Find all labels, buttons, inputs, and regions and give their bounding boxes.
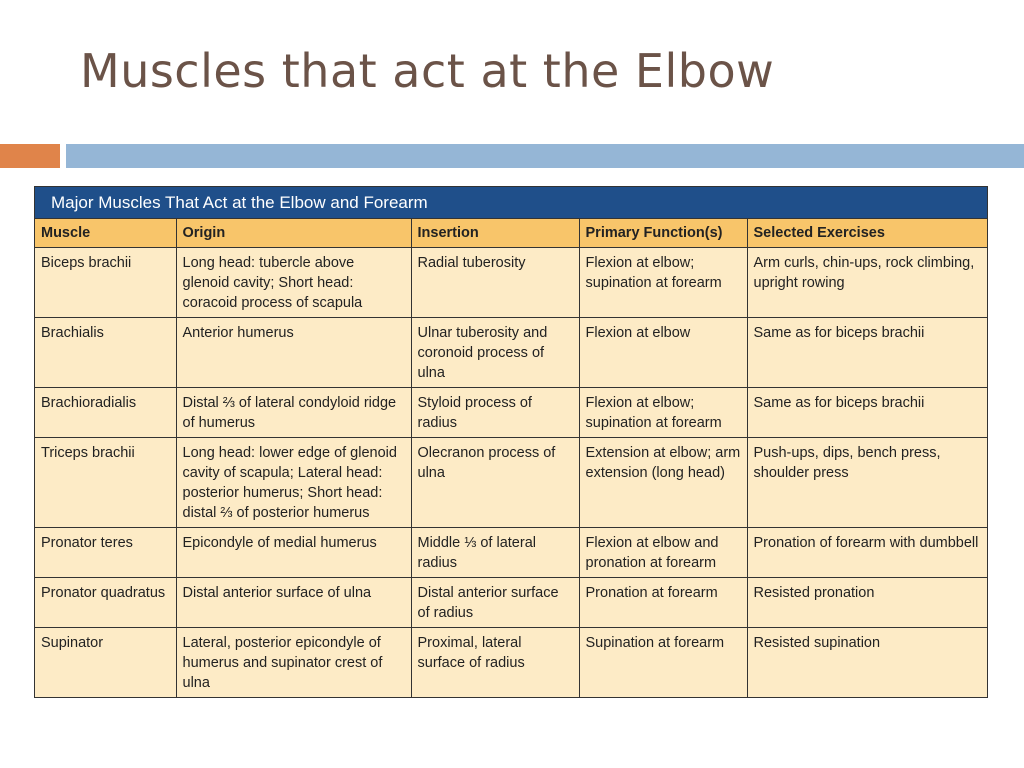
cell-function: Flexion at elbow; supination at forearm xyxy=(579,248,747,318)
column-header-exercises: Selected Exercises xyxy=(747,219,987,248)
accent-bar-orange xyxy=(0,144,60,168)
muscle-table-container xyxy=(34,186,988,698)
cell-muscle: Biceps brachii xyxy=(35,248,176,318)
cell-muscle: Triceps brachii xyxy=(35,438,176,528)
cell-insertion: Styloid process of radius xyxy=(411,388,579,438)
cell-exercises: Resisted pronation xyxy=(747,578,987,628)
cell-muscle: Pronator quadratus xyxy=(35,578,176,628)
cell-insertion: Proximal, lateral surface of radius xyxy=(411,628,579,698)
cell-insertion: Middle ⅓ of lateral radius xyxy=(411,528,579,578)
cell-exercises: Arm curls, chin-ups, rock climbing, upright rowing xyxy=(747,248,987,318)
column-header-function: Primary Function(s) xyxy=(579,219,747,248)
cell-insertion: Olecranon process of ulna xyxy=(411,438,579,528)
table-row xyxy=(35,628,987,698)
table-row xyxy=(35,438,987,528)
column-header-origin: Origin xyxy=(176,219,411,248)
cell-insertion: Distal anterior surface of radius xyxy=(411,578,579,628)
cell-origin: Anterior humerus xyxy=(176,318,411,388)
table-header-row xyxy=(35,219,987,248)
slide-title: Muscles that act at the Elbow xyxy=(80,44,775,98)
cell-function: Flexion at elbow xyxy=(579,318,747,388)
table-row xyxy=(35,248,987,318)
table-row xyxy=(35,318,987,388)
column-header-insertion: Insertion xyxy=(411,219,579,248)
accent-bar-blue xyxy=(66,144,1024,168)
cell-function: Flexion at elbow and pronation at forearm xyxy=(579,528,747,578)
table-row xyxy=(35,578,987,628)
cell-origin: Lateral, posterior epicondyle of humerus and supinator crest of ulna xyxy=(176,628,411,698)
cell-function: Flexion at elbow; supination at forearm xyxy=(579,388,747,438)
muscle-table xyxy=(35,218,987,697)
cell-origin: Distal ⅔ of lateral condyloid ridge of humerus xyxy=(176,388,411,438)
cell-exercises: Same as for biceps brachii xyxy=(747,388,987,438)
cell-muscle: Supinator xyxy=(35,628,176,698)
column-header-muscle: Muscle xyxy=(35,219,176,248)
cell-function: Supination at forearm xyxy=(579,628,747,698)
cell-function: Extension at elbow; arm extension (long head) xyxy=(579,438,747,528)
cell-origin: Long head: lower edge of glenoid cavity of scapula; Lateral head: posterior humerus; Short head: distal ⅔ of posterior humerus xyxy=(176,438,411,528)
cell-origin: Long head: tubercle above glenoid cavity; Short head: coracoid process of scapula xyxy=(176,248,411,318)
cell-muscle: Brachioradialis xyxy=(35,388,176,438)
cell-exercises: Same as for biceps brachii xyxy=(747,318,987,388)
cell-insertion: Ulnar tuberosity and coronoid process of ulna xyxy=(411,318,579,388)
cell-function: Pronation at forearm xyxy=(579,578,747,628)
cell-insertion: Radial tuberosity xyxy=(411,248,579,318)
cell-origin: Distal anterior surface of ulna xyxy=(176,578,411,628)
table-caption: Major Muscles That Act at the Elbow and Forearm xyxy=(35,187,987,218)
table-row xyxy=(35,388,987,438)
cell-origin: Epicondyle of medial humerus xyxy=(176,528,411,578)
table-row xyxy=(35,528,987,578)
cell-exercises: Pronation of forearm with dumbbell xyxy=(747,528,987,578)
cell-muscle: Brachialis xyxy=(35,318,176,388)
cell-exercises: Push-ups, dips, bench press, shoulder press xyxy=(747,438,987,528)
cell-exercises: Resisted supination xyxy=(747,628,987,698)
cell-muscle: Pronator teres xyxy=(35,528,176,578)
